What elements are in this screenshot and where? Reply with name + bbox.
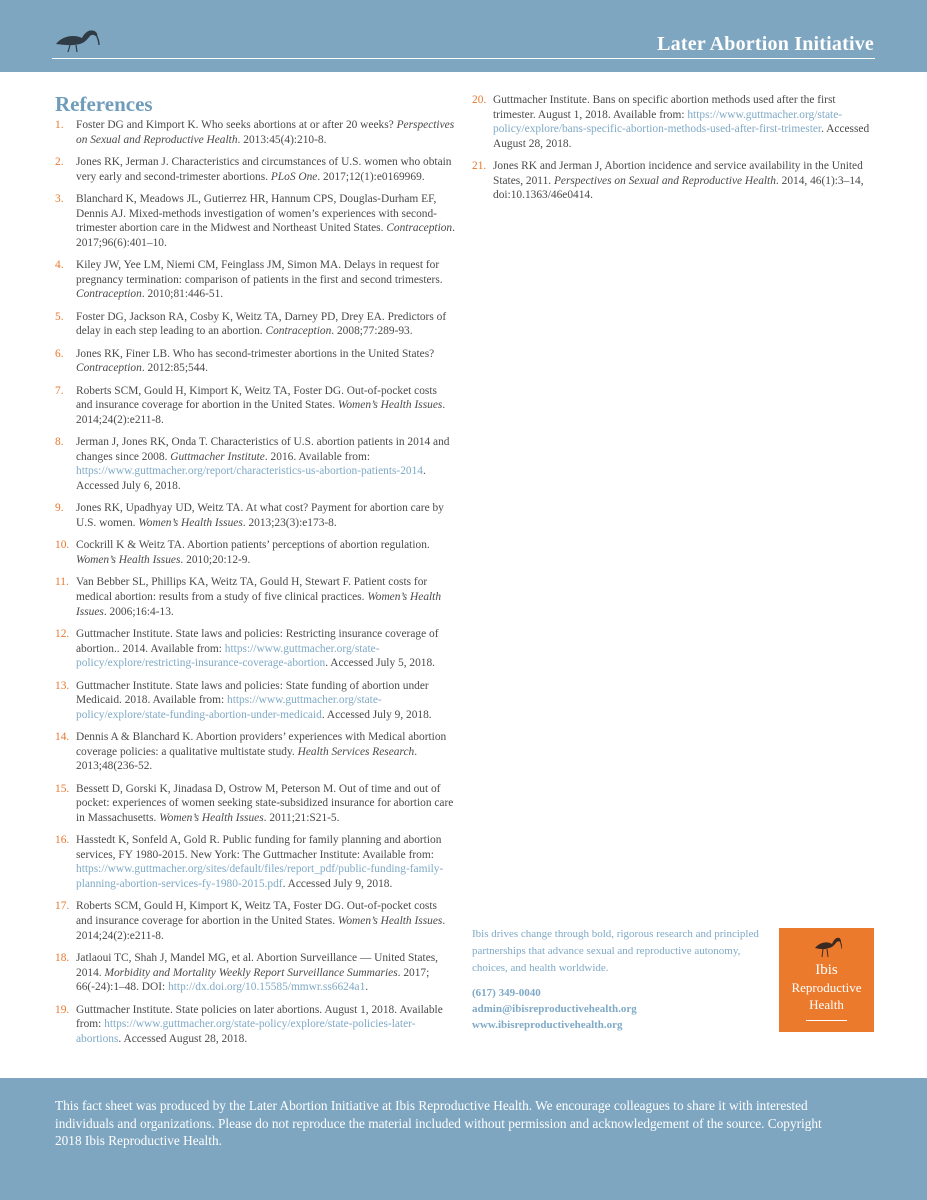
reference-text: Jerman J, Jones RK, Onda T. Characteristics of U.S. abortion patients in 2014 and changes since 2008.	[76, 436, 450, 463]
reference-number: 18.	[55, 952, 70, 965]
reference-item	[55, 310, 455, 339]
reference-text: Guttmacher Institute. State policies on later abortions. August 1, 2018. Available from:	[76, 1003, 443, 1031]
reference-journal: Women’s Health Issues	[138, 517, 243, 530]
reference-journal: Women’s Health Issues	[76, 591, 442, 618]
reference-journal: Contraception	[265, 325, 332, 338]
reference-item	[55, 730, 455, 774]
reference-number: 10.	[55, 539, 70, 552]
reference-item	[55, 258, 455, 302]
reference-text: Hasstedt K, Sonfeld A, Gold R. Public funding for family planning and abortion services, FY 1980-2015. New York: The Guttmacher Institute: Available from:	[76, 834, 442, 861]
contact-phone[interactable]: (617) 349-0040	[472, 987, 541, 999]
reference-text: Guttmacher Institute. State laws and policies: Restricting insurance coverage of abortion.. 2014. Available from:	[76, 627, 439, 655]
reference-journal: Contraception	[386, 222, 453, 235]
reference-journal: Women’s Health Issues	[337, 399, 443, 412]
logo-name: Ibis	[815, 962, 838, 978]
logo-subtitle	[779, 979, 874, 1013]
reference-item	[55, 501, 455, 530]
ibis-logo	[779, 928, 874, 1032]
references-heading: References	[55, 92, 153, 116]
references-column-right	[472, 93, 877, 211]
reference-number: 6.	[55, 347, 64, 360]
references-column-left	[55, 118, 455, 1054]
reference-text: .	[365, 981, 369, 994]
reference-number: 7.	[55, 384, 64, 397]
reference-text: . 2006;16:4-13.	[103, 605, 174, 618]
reference-number: 19.	[55, 1003, 70, 1016]
reference-journal: Women’s Health Issues	[76, 554, 181, 567]
reference-link[interactable]: https://www.guttmacher.org/report/characteristics-us-abortion-patients-2014	[76, 465, 424, 478]
logo-subtitle-line2: Health	[809, 997, 844, 1012]
reference-item	[472, 93, 877, 151]
reference-item	[55, 1003, 455, 1047]
reference-text: . Accessed July 6, 2018.	[76, 465, 426, 493]
reference-item	[55, 899, 455, 943]
reference-text: Jones RK, Finer LB. Who has second-trimester abortions in the United States?	[76, 347, 435, 360]
reference-item	[55, 538, 455, 567]
footer-band	[0, 1078, 927, 1200]
ibis-bird-icon	[812, 934, 842, 958]
reference-text: Cockrill K & Weitz TA. Abortion patients’ perceptions of abortion regulation.	[76, 539, 430, 552]
reference-text: Foster DG, Jackson RA, Cosby K, Weitz TA, Darney PD, Drey EA. Predictors of delay in each step leading to an abortion.	[76, 310, 447, 338]
reference-journal: Guttmacher Institute	[170, 450, 265, 463]
reference-number: 15.	[55, 782, 70, 795]
logo-subtitle-line1: Reproductive	[791, 980, 862, 995]
reference-item	[55, 575, 455, 619]
reference-number: 5.	[55, 310, 64, 323]
reference-link[interactable]: https://www.guttmacher.org/state-policy/explore/bans-specific-abortion-methods-used-after-first-trimester	[493, 108, 843, 136]
reference-number: 21.	[472, 160, 487, 173]
reference-journal: Women’s Health Issues	[159, 811, 264, 824]
reference-text: Jones RK and Jerman J, Abortion incidence and service availability in the United States, 2011.	[493, 160, 863, 187]
reference-journal: Contraception	[76, 362, 142, 375]
reference-text: . 2011;21:S21-5.	[263, 811, 340, 824]
reference-text: . Accessed July 5, 2018.	[325, 657, 436, 670]
reference-item	[55, 192, 455, 250]
reference-item	[55, 155, 455, 184]
reference-item	[55, 782, 455, 826]
reference-text: . Accessed August 28, 2018.	[118, 1032, 248, 1045]
reference-text: . 2013;48(236-52.	[76, 745, 418, 773]
reference-number: 13.	[55, 679, 70, 692]
reference-list-left	[55, 118, 455, 1046]
reference-item	[55, 833, 455, 891]
reference-number: 9.	[55, 502, 64, 515]
reference-item	[55, 118, 455, 147]
reference-number: 3.	[55, 192, 64, 205]
reference-item	[472, 159, 877, 203]
reference-number: 2.	[55, 155, 64, 168]
reference-journal: Perspectives on Sexual and Reproductive Health	[553, 174, 776, 187]
reference-text: . 2016. Available from:	[264, 450, 370, 463]
reference-text: Roberts SCM, Gould H, Kimport K, Weitz TA, Foster DG. Out-of-pocket costs and insurance coverage for abortion in the United States.	[76, 384, 437, 412]
reference-text: Dennis A & Blanchard K. Abortion providers’ experiences with Medical abortion coverage policies: a qualitative multistate study.	[76, 731, 447, 758]
reference-text: . 2014, 46(1):3–14, doi:10.1363/46e0414.	[493, 174, 864, 202]
reference-link[interactable]: https://www.guttmacher.org/sites/default/files/report_pdf/public-funding-family-planning-abortion-services-fy-1980-2015.pdf	[76, 863, 444, 891]
reference-text: Jones RK, Upadhyay UD, Weitz TA. At what cost? Payment for abortion care by U.S. women.	[76, 502, 444, 530]
header-title: Later Abortion Initiative	[657, 33, 874, 55]
reference-text: Blanchard K, Meadows JL, Gutierrez HR, Hannum CPS, Douglas-Durham EF, Dennis AJ. Mixed-methods investigation of women’s experiences with second-trimester abortion care in the Midwest and Northeast United States.	[76, 192, 437, 235]
reference-number: 1.	[55, 119, 64, 131]
ibis-mission-statement: Ibis drives change through bold, rigorous research and principled partnerships that advance sexual and reproductive autonomy, choices, and health worldwide.	[472, 928, 759, 974]
reference-text: . 2014;24(2):e211-8.	[76, 399, 446, 426]
reference-text: Foster DG and Kimport K. Who seeks abortions at or after 20 weeks?	[76, 119, 397, 131]
reference-text: Guttmacher Institute. State laws and policies: State funding of abortion under Medicaid. 2018. Available from:	[76, 679, 429, 707]
reference-item	[55, 951, 455, 995]
reference-journal: Women’s Health Issues	[337, 915, 443, 928]
reference-number: 16.	[55, 834, 70, 847]
reference-number: 4.	[55, 259, 64, 272]
reference-journal: Health Services Research	[297, 745, 415, 758]
reference-link[interactable]: https://www.guttmacher.org/state-policy/explore/state-funding-abortion-under-medicaid	[76, 694, 382, 721]
reference-list-right	[472, 93, 877, 203]
reference-text: . 2017; 66(-24):1–48. DOI:	[76, 966, 430, 994]
reference-item	[55, 384, 455, 428]
reference-item	[55, 627, 455, 671]
reference-text: Kiley JW, Yee LM, Niemi CM, Feinglass JM, Simon MA. Delays in request for pregnancy termination: comparison of patients in the first and second trimesters.	[76, 259, 443, 286]
header-band	[0, 0, 927, 72]
reference-link[interactable]: https://www.guttmacher.org/state-policy/explore/state-policies-later-abortions	[76, 1018, 416, 1045]
reference-text: . 2010;20:12-9.	[180, 554, 251, 567]
reference-text: Bessett D, Gorski K, Jinadasa D, Ostrow M, Peterson M. Out of time and out of pocket: experiences of women seeking state-subsidized insurance for abortion care in Massachusetts.	[76, 782, 454, 824]
header-rule	[52, 58, 875, 59]
reference-item	[55, 347, 455, 376]
reference-text: Van Bebber SL, Phillips KA, Weitz TA, Gould H, Stewart F. Patient costs for medical abortion: results from a study of five clinical practices.	[76, 576, 428, 603]
reference-text: . 2008;77:289-93.	[331, 325, 413, 338]
reference-number: 8.	[55, 436, 64, 449]
reference-journal: PLoS One	[270, 170, 318, 183]
reference-text: . Accessed July 9, 2018.	[321, 708, 432, 721]
reference-number: 17.	[55, 900, 70, 913]
logo-underline	[806, 1020, 847, 1021]
reference-text: . 2017;12(1):e0169969.	[317, 170, 425, 183]
reference-text: . 2013:45(4):210-8.	[237, 133, 327, 146]
reference-text: Jatlaoui TC, Shah J, Mandel MG, et al. Abortion Surveillance — United States, 2014.	[76, 952, 439, 979]
reference-text: . 2017;96(6):401–10.	[76, 222, 455, 249]
contact-website[interactable]: www.ibisreproductivehealth.org	[472, 1019, 623, 1031]
reference-text: . Accessed August 28, 2018.	[493, 123, 870, 150]
reference-journal: Contraception	[76, 288, 142, 301]
reference-text: Jones RK, Jerman J. Characteristics and circumstances of U.S. women who obtain very early and second-trimester abortions.	[76, 155, 452, 183]
contact-block	[472, 985, 637, 1033]
reference-text: . Accessed July 9, 2018.	[282, 878, 393, 891]
reference-number: 11.	[55, 576, 69, 589]
footer-text: This fact sheet was produced by the Later Abortion Initiative at Ibis Reproductive Health. We encourage colleagues to share it with interested individuals and organizations. Please do not reproduce the material included without permission and acknowledgement of the source. Copyright 2018 Ibis Reproductive Health.	[55, 1098, 822, 1148]
reference-text: . 2010;81:446-51.	[141, 288, 224, 301]
reference-number: 20.	[472, 94, 487, 106]
reference-item	[55, 435, 455, 493]
reference-journal: Perspectives on Sexual and Reproductive Health	[76, 119, 455, 146]
reference-link[interactable]: https://www.guttmacher.org/state-policy/explore/restricting-insurance-coverage-abortion	[76, 642, 380, 670]
reference-text: . 2013;23(3):e173-8.	[242, 517, 337, 530]
reference-journal: Morbidity and Mortality Weekly Report Surveillance Summaries	[104, 966, 398, 979]
reference-link[interactable]: http://dx.doi.org/10.15585/mmwr.ss6624a1	[168, 981, 366, 994]
reference-text: Roberts SCM, Gould H, Kimport K, Weitz TA, Foster DG. Out-of-pocket costs and insurance coverage for abortion in the United States.	[76, 900, 437, 928]
contact-email[interactable]: admin@ibisreproductivehealth.org	[472, 1003, 637, 1015]
reference-text: Guttmacher Institute. Bans on specific abortion methods used after the first trimester. August 1, 2018. Available from:	[493, 94, 836, 121]
reference-number: 12.	[55, 627, 70, 640]
reference-item	[55, 679, 455, 723]
reference-text: . 2014;24(2):e211-8.	[76, 915, 446, 942]
reference-text: . 2012:85;544.	[141, 362, 208, 375]
ibis-bird-icon	[52, 26, 100, 52]
reference-number: 14.	[55, 731, 70, 744]
